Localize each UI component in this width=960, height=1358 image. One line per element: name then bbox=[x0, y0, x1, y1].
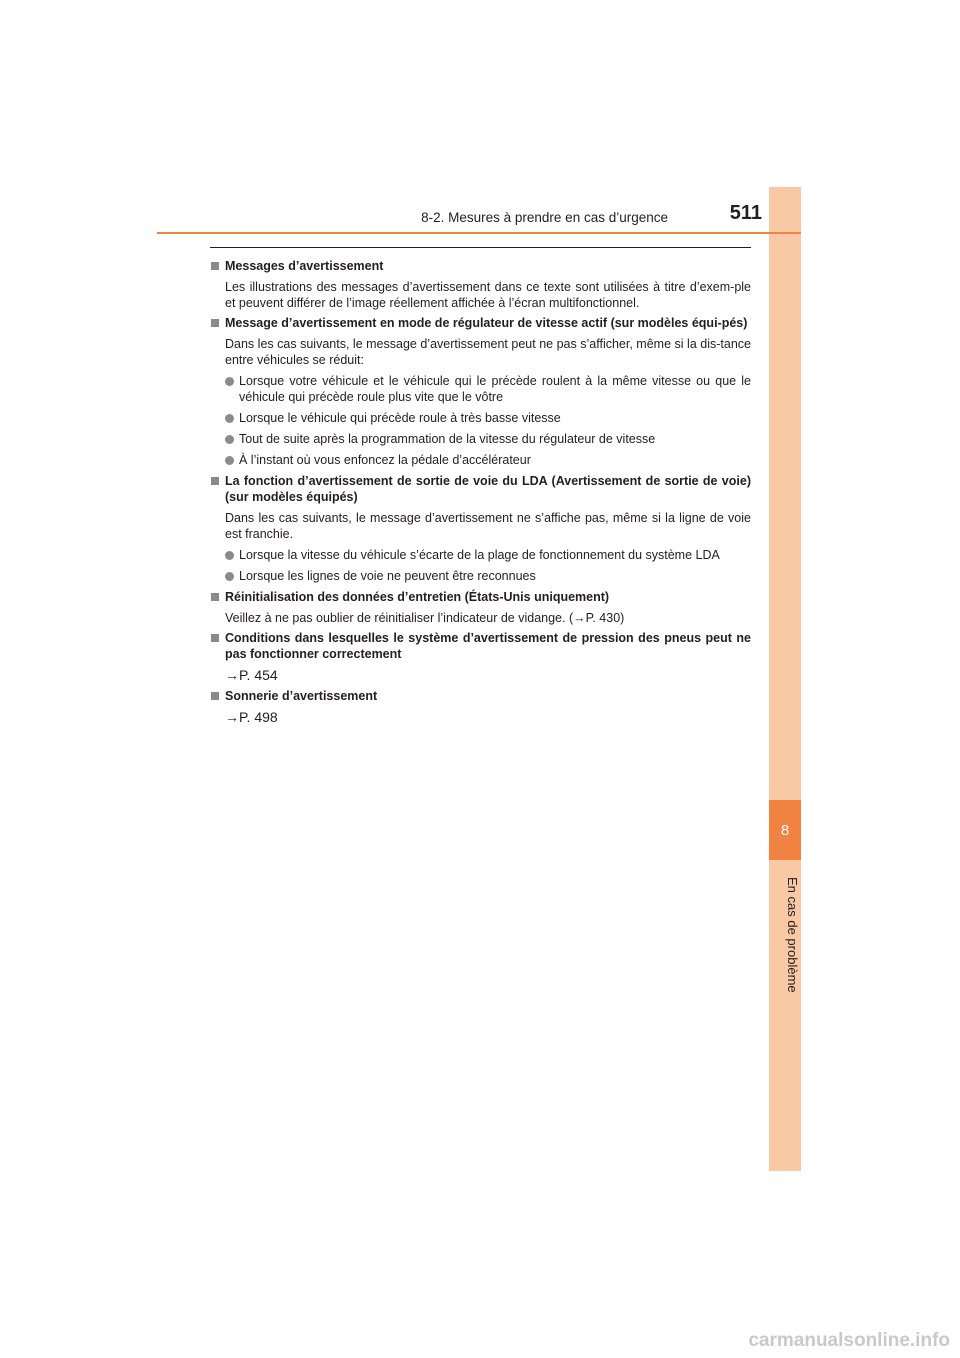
section-heading: Message d’avertissement en mode de régulateur de vitesse actif (sur modèles équi-pés) bbox=[225, 316, 748, 330]
content-rule bbox=[210, 247, 751, 248]
section-cruise-control-warning bbox=[210, 315, 751, 468]
circle-bullet-icon bbox=[225, 551, 234, 560]
chapter-side-strip bbox=[769, 187, 801, 1171]
bullet-list bbox=[210, 373, 751, 468]
page-reference: →P. 454 bbox=[225, 667, 278, 683]
list-item: Lorsque le véhicule qui précède roule à très basse vitesse bbox=[210, 410, 751, 426]
list-item: Lorsque la vitesse du véhicule s’écarte de la plage de fonctionnement du système LDA bbox=[210, 547, 751, 563]
square-bullet-icon bbox=[211, 262, 219, 270]
circle-bullet-icon bbox=[225, 377, 234, 386]
square-bullet-icon bbox=[211, 634, 219, 642]
page-reference: →P. 498 bbox=[225, 709, 278, 725]
watermark: carmanualsonline.info bbox=[748, 1330, 950, 1351]
list-item: Tout de suite après la programmation de la vitesse du régulateur de vitesse bbox=[210, 431, 751, 447]
chapter-number-tab: 8 bbox=[769, 800, 801, 860]
section-tire-pressure bbox=[210, 630, 751, 684]
list-item: Lorsque les lignes de voie ne peuvent être reconnues bbox=[210, 568, 751, 584]
square-bullet-icon bbox=[211, 692, 219, 700]
section-heading: Messages d’avertissement bbox=[225, 259, 384, 273]
header-rule bbox=[157, 232, 801, 234]
section-heading: Conditions dans lesquelles le système d’avertissement de pression des pneus peut ne pas fonctionner correctement bbox=[225, 631, 751, 661]
section-body: Veillez à ne pas oublier de réinitialiser l’indicateur de vidange. (→P. 430) bbox=[225, 611, 625, 625]
section-warning-messages bbox=[210, 258, 751, 311]
section-heading: Sonnerie d’avertissement bbox=[225, 689, 378, 703]
content bbox=[210, 258, 751, 730]
section-heading: La fonction d’avertissement de sortie de voie du LDA (Avertissement de sortie de voie) (sur modèles équipés) bbox=[225, 474, 751, 504]
circle-bullet-icon bbox=[225, 572, 234, 581]
circle-bullet-icon bbox=[225, 456, 234, 465]
square-bullet-icon bbox=[211, 477, 219, 485]
section-body: Les illustrations des messages d’avertissement dans ce texte sont utilisées à titre d’exem-ple et peuvent différer de l’image réellement affichée à l’écran multifonctionnel. bbox=[225, 280, 751, 310]
list-item: Lorsque votre véhicule et le véhicule qui le précède roulent à la même vitesse ou que le véhicule qui précède roule plus vite que le vôtre bbox=[210, 373, 751, 405]
square-bullet-icon bbox=[211, 593, 219, 601]
section-heading: Réinitialisation des données d’entretien (États-Unis uniquement) bbox=[225, 590, 610, 604]
list-item: À l’instant où vous enfoncez la pédale d’accélérateur bbox=[210, 452, 751, 468]
section-warning-buzzer bbox=[210, 688, 751, 726]
circle-bullet-icon bbox=[225, 435, 234, 444]
section-body: Dans les cas suivants, le message d’avertissement peut ne pas s’afficher, même si la dis-tance entre véhicules se réduit: bbox=[225, 337, 751, 367]
section-maintenance-reset bbox=[210, 589, 751, 626]
page-number: 511 bbox=[729, 202, 762, 224]
circle-bullet-icon bbox=[225, 414, 234, 423]
bullet-list bbox=[210, 547, 751, 584]
chapter-label: En cas de problème bbox=[785, 877, 800, 993]
section-lda-warning bbox=[210, 473, 751, 584]
square-bullet-icon bbox=[211, 319, 219, 327]
header-title: 8-2. Mesures à prendre en cas d’urgence bbox=[421, 210, 668, 225]
section-body: Dans les cas suivants, le message d’avertissement ne s’affiche pas, même si la ligne de voie est franchie. bbox=[225, 511, 751, 541]
